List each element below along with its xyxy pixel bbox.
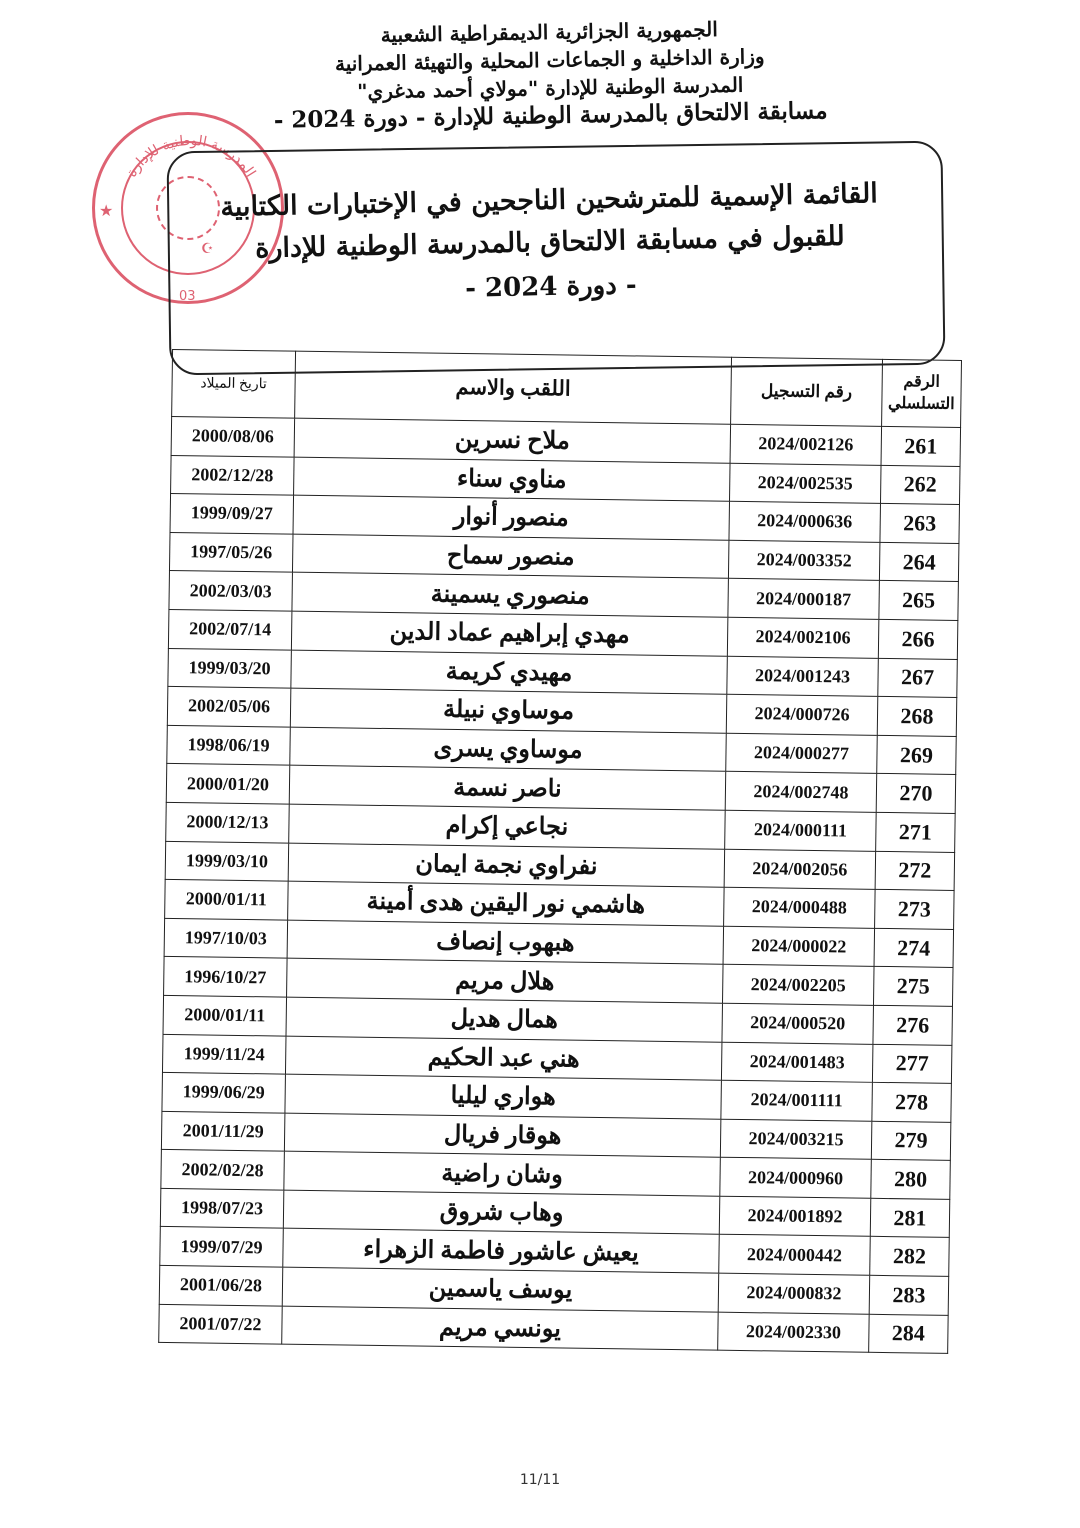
serial-cell: 281: [870, 1198, 950, 1238]
name-cell: هاشمي نور اليقين هدى أمينة: [288, 881, 724, 926]
name-cell: يوسف ياسمين: [282, 1267, 718, 1312]
name-cell: وشان راضية: [284, 1151, 720, 1196]
registration-cell: 2024/000636: [729, 501, 881, 542]
header-birth-date: تاريخ الميلاد: [172, 349, 296, 418]
serial-cell: 276: [873, 1005, 953, 1045]
registration-cell: 2024/001111: [721, 1080, 873, 1121]
name-cell: موساوي يسرى: [290, 727, 726, 772]
serial-cell: 261: [881, 426, 961, 466]
birth-date-cell: 2000/01/11: [165, 880, 289, 920]
birth-date-cell: 2002/12/28: [171, 455, 295, 495]
serial-cell: 279: [871, 1121, 951, 1161]
name-cell: وهاب شروق: [283, 1190, 719, 1235]
name-cell: نفراوي نجمة ايمان: [288, 843, 724, 888]
stamp-text: المدرسة الوطنية للإدارة: [123, 132, 259, 181]
name-cell: همال هديل: [286, 997, 722, 1042]
name-cell: مناوي سناء: [294, 457, 730, 502]
list-title: [189, 172, 912, 317]
document-header: [199, 12, 901, 136]
registration-cell: 2024/002126: [730, 424, 882, 465]
registration-cell: 2024/002748: [725, 772, 877, 813]
header-ministry: وزارة الداخلية و الجماعات المحلية والتهيئة العمرانية: [334, 44, 765, 76]
birth-date-cell: 2001/11/29: [161, 1111, 285, 1151]
birth-date-cell: 2000/01/11: [163, 995, 287, 1035]
birth-date-cell: 2002/07/14: [168, 609, 292, 649]
birth-date-cell: 2002/02/28: [161, 1150, 285, 1190]
birth-date-cell: 2002/05/06: [167, 687, 291, 727]
star-icon: ★: [99, 201, 114, 220]
birth-date-cell: 1998/06/19: [167, 725, 291, 765]
name-cell: منصور أنوار: [293, 495, 729, 540]
page-number: 11/11: [519, 1472, 561, 1488]
registration-cell: 2024/003352: [728, 540, 880, 581]
birth-date-cell: 2000/08/06: [171, 416, 295, 456]
registration-cell: 2024/002106: [727, 617, 879, 658]
birth-date-cell: 1997/10/03: [164, 918, 288, 958]
name-cell: يعيش عاشور فاطمة الزهراء: [283, 1229, 719, 1274]
serial-cell: 275: [873, 967, 953, 1007]
serial-cell: 266: [878, 619, 958, 659]
registration-cell: 2024/000187: [728, 579, 880, 620]
stamp-number: 03: [179, 289, 196, 304]
header-registration: رقم التسجيل: [731, 357, 883, 426]
birth-date-cell: 2001/07/22: [159, 1304, 283, 1344]
registration-cell: 2024/002056: [724, 849, 876, 890]
serial-cell: 262: [880, 465, 960, 505]
birth-date-cell: 2000/01/20: [166, 764, 290, 804]
name-cell: مهيدي كريمة: [291, 650, 727, 695]
serial-cell: 273: [875, 889, 955, 929]
serial-cell: 263: [880, 504, 960, 544]
birth-date-cell: 1999/09/27: [170, 494, 294, 534]
serial-cell: 283: [869, 1275, 949, 1315]
registration-cell: 2024/000442: [719, 1235, 871, 1276]
results-table-wrap: [158, 349, 962, 1354]
header-serial-line2: التسلسلي: [887, 394, 955, 413]
serial-cell: 271: [876, 812, 956, 852]
table-body: [159, 416, 961, 1353]
serial-cell: 264: [879, 542, 959, 582]
registration-cell: 2024/000277: [726, 733, 878, 774]
birth-date-cell: 1999/11/24: [162, 1034, 286, 1074]
header-serial: [882, 359, 962, 427]
list-title-line2: للقبول في مسابقة الالتحاق بالمدرسة الوطنية للإدارة: [254, 220, 845, 265]
header-name: اللقب والاسم: [295, 351, 732, 424]
name-cell: ناصر نسمة: [289, 765, 725, 810]
name-cell: هلال مريم: [287, 958, 723, 1003]
serial-cell: 272: [875, 851, 955, 891]
serial-cell: 282: [870, 1237, 950, 1277]
serial-cell: 278: [872, 1082, 952, 1122]
registration-cell: 2024/000022: [723, 926, 875, 967]
registration-cell: 2024/000832: [718, 1273, 870, 1314]
registration-cell: 2024/002535: [730, 463, 882, 504]
name-cell: ملاح نسرين: [294, 418, 730, 463]
name-cell: موساوي نبيلة: [290, 688, 726, 733]
birth-date-cell: 1996/10/27: [164, 957, 288, 997]
serial-cell: 274: [874, 928, 954, 968]
birth-date-cell: 1999/06/29: [162, 1073, 286, 1113]
name-cell: هواري ليليا: [285, 1074, 721, 1119]
name-cell: مهدي إبراهيم عماد الدين: [291, 611, 727, 656]
birth-date-cell: 1998/07/23: [160, 1188, 284, 1228]
serial-cell: 265: [879, 581, 959, 621]
list-title-session: - دورة 2024 -: [464, 270, 637, 304]
serial-cell: 284: [869, 1314, 949, 1354]
header-competition: مسابقة الالتحاق بالمدرسة الوطنية للإدارة - دورة 2024 -: [273, 97, 828, 134]
crescent-star-icon: ☪: [201, 241, 214, 257]
birth-date-cell: 2000/12/13: [166, 802, 290, 842]
registration-cell: 2024/003215: [720, 1119, 872, 1160]
serial-cell: 267: [878, 658, 958, 698]
serial-cell: 269: [877, 735, 957, 775]
name-cell: نجاعي إكرام: [289, 804, 725, 849]
birth-date-cell: 1999/03/20: [168, 648, 292, 688]
header-serial-line1: الرقم: [903, 373, 941, 391]
registration-cell: 2024/000726: [726, 694, 878, 735]
birth-date-cell: 2001/06/28: [159, 1265, 283, 1305]
birth-date-cell: 1997/05/26: [169, 532, 293, 572]
registration-cell: 2024/001483: [721, 1042, 873, 1083]
serial-cell: 277: [872, 1044, 952, 1084]
name-cell: منصور سماح: [292, 534, 728, 579]
registration-cell: 2024/000520: [722, 1003, 874, 1044]
birth-date-cell: 2002/03/03: [169, 571, 293, 611]
registration-cell: 2024/000960: [720, 1157, 872, 1198]
name-cell: هبهوب إنصاف: [287, 920, 723, 965]
registration-cell: 2024/002330: [718, 1312, 870, 1353]
header-school: المدرسة الوطنية للإدارة "مولاي أحمد مدغري": [356, 72, 744, 104]
list-title-line1: القائمة الإسمية للمترشحين الناجحين في الإختبارات الكتابية: [220, 178, 879, 223]
registration-cell: 2024/001892: [719, 1196, 871, 1237]
header-republic: الجمهورية الجزائرية الديمقراطية الشعبية: [380, 17, 719, 47]
name-cell: منصوري يسمينة: [292, 573, 728, 618]
serial-cell: 268: [877, 697, 957, 737]
registration-cell: 2024/002205: [722, 965, 874, 1006]
registration-cell: 2024/000111: [725, 810, 877, 851]
name-cell: هني عبد الحكيم: [285, 1036, 721, 1081]
serial-cell: 270: [876, 774, 956, 814]
registration-cell: 2024/000488: [724, 887, 876, 928]
results-table: [158, 349, 962, 1354]
birth-date-cell: 1999/07/29: [160, 1227, 284, 1267]
birth-date-cell: 1999/03/10: [165, 841, 289, 881]
name-cell: يونسي مريم: [282, 1306, 718, 1351]
name-cell: هوقار فريال: [284, 1113, 720, 1158]
serial-cell: 280: [871, 1160, 951, 1200]
registration-cell: 2024/001243: [727, 656, 879, 697]
table-header-row: [172, 349, 962, 427]
